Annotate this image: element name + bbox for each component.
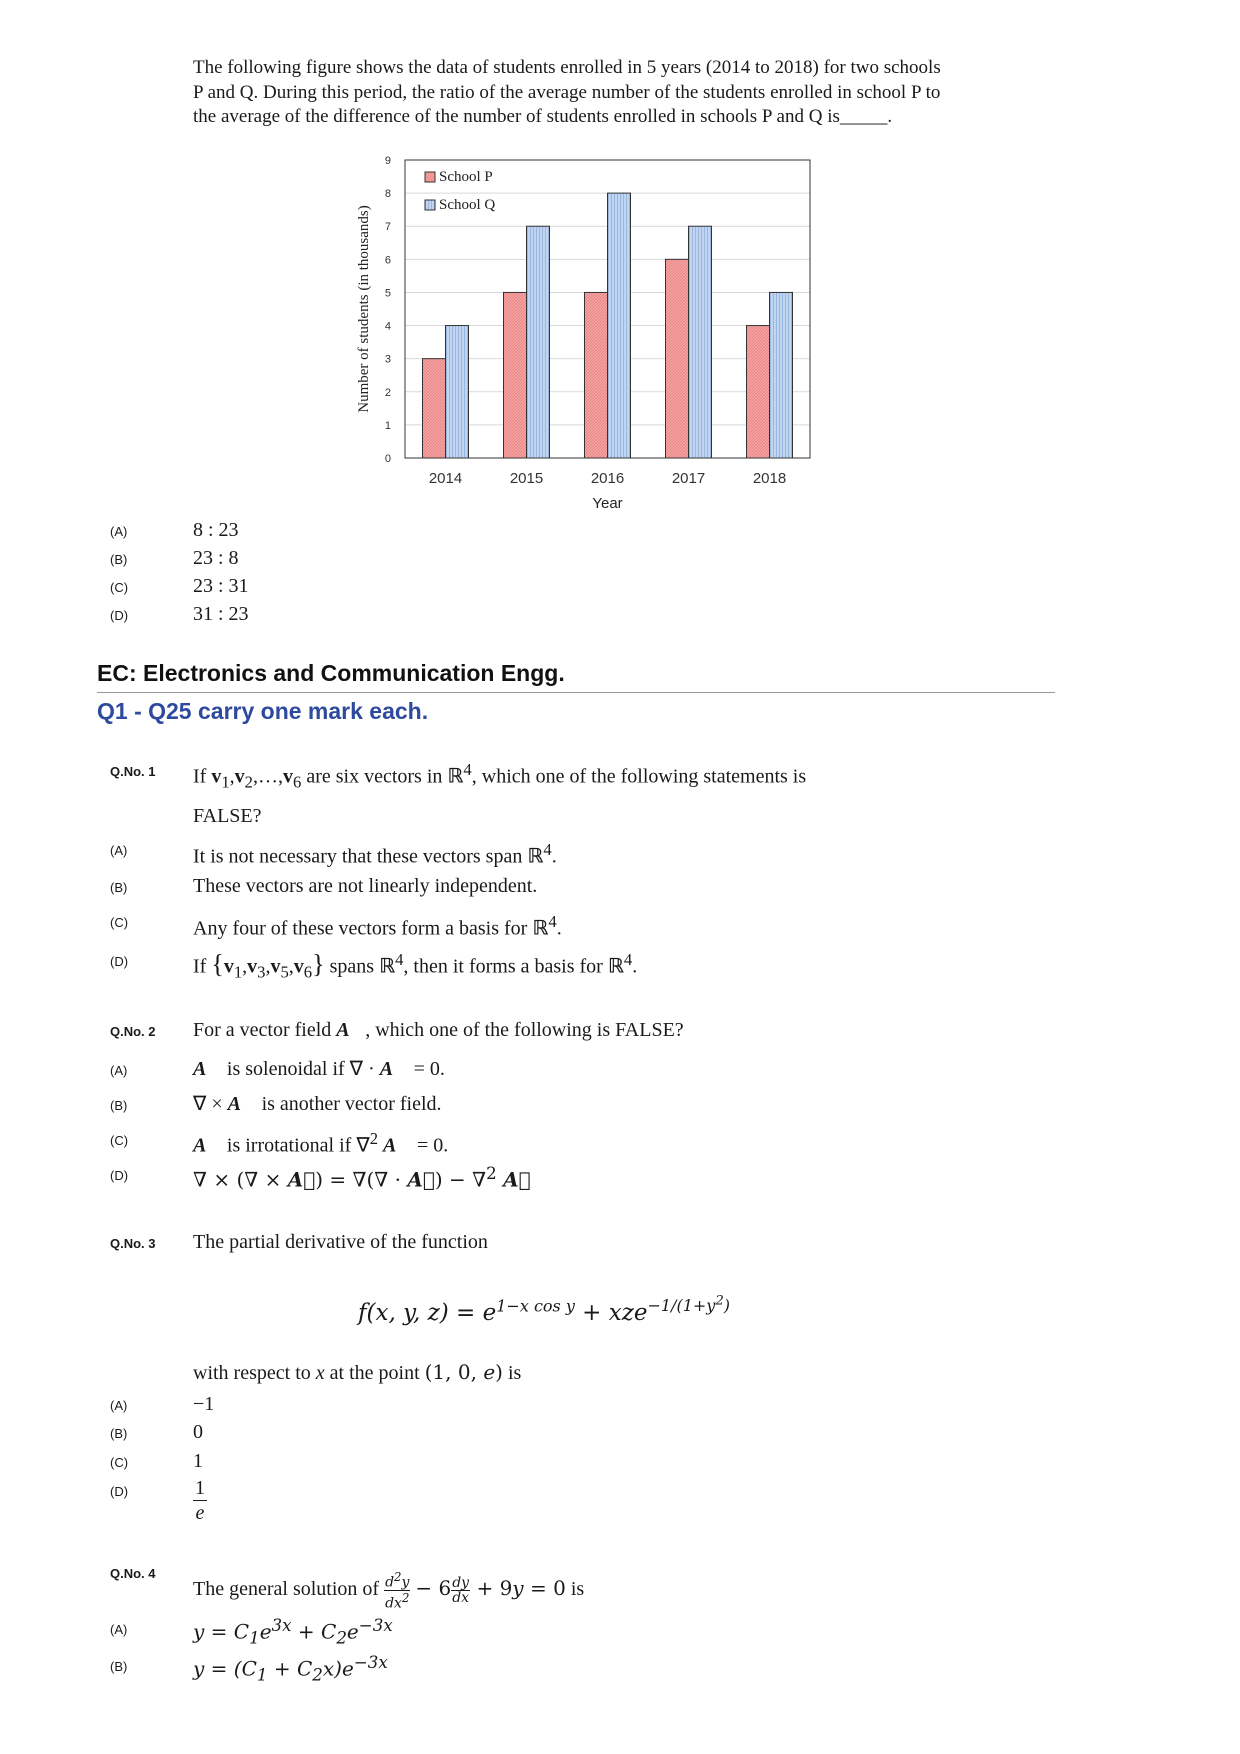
legend-label-school-q: School Q	[439, 197, 496, 213]
option-c-text: 23 : 31	[193, 575, 249, 597]
q2-option-b-text: ∇ × A⃗ is another vector field.	[193, 1093, 442, 1115]
bar-school-p-2015	[504, 292, 527, 458]
y-tick-label: 3	[384, 353, 391, 366]
y-tick-label: 7	[384, 221, 391, 234]
y-tick-label: 2	[384, 386, 391, 399]
q1-stem-line-2: FALSE?	[193, 805, 262, 827]
q3-option-b-text: 0	[193, 1421, 203, 1443]
q1-stem-line-1: If $v_1,v_2,\dots,v_6$ are six vectors in ℝ$^4$, which one of the following statements is	[193, 760, 807, 792]
section-divider	[97, 692, 1055, 693]
question-intro	[193, 56, 1013, 130]
option-a-text: 8 : 23	[193, 519, 239, 541]
q1-option-b-text: These vectors are not linearly independent.	[193, 875, 538, 897]
question-number-4: Q.No. 4	[110, 1566, 156, 1581]
y-tick-label: 5	[384, 287, 391, 300]
q3-option-c-text: 1	[193, 1450, 203, 1472]
question-number-2: Q.No. 2	[110, 1024, 156, 1039]
y-tick-label: 6	[384, 254, 391, 267]
bar-school-q-2018	[770, 292, 793, 458]
option-label-a: (A)	[110, 524, 128, 539]
y-tick-label: 9	[384, 155, 391, 167]
intro-line-1: The following figure shows the data of students enrolled in 5 years (2014 to 2018) for two schools	[193, 57, 941, 78]
q4-option-a-text: $y = C_1e^{3x} + C_2e^{-3x}$	[193, 1616, 393, 1648]
q3-option-a-text: −1	[193, 1393, 215, 1415]
option-label-c: (C)	[110, 580, 129, 595]
option-label-d: (D)	[110, 608, 129, 623]
legend-label-school-p: School P	[439, 169, 493, 185]
y-tick-label: 4	[384, 320, 391, 333]
y-tick-label: 1	[384, 419, 391, 432]
q3-function-equation: f(x, y, $z) = e^{1-x cos y} + xze^{-1/(1+y^2)}$	[358, 1294, 731, 1326]
y-axis-label: Number of students (in thousands)	[356, 205, 372, 413]
x-tick-label: 2016	[590, 470, 625, 487]
q2-option-d-text: ∇ × (∇ × A⃗) = ∇(∇ · A⃗) − ∇$^2$ A⃗	[193, 1164, 531, 1192]
q3-option-d-text: $\frac{1}{e}$	[195, 1477, 205, 1524]
q3-stem: The partial derivative of the function	[193, 1231, 488, 1253]
bar-school-q-2014	[446, 326, 469, 458]
q2-option-label-b: (B)	[110, 1098, 128, 1113]
bar-school-q-2017	[689, 226, 712, 458]
legend-swatch-school-q	[425, 200, 435, 210]
x-axis-label: Year	[592, 495, 623, 512]
q3-option-label-a: (A)	[110, 1398, 128, 1413]
q1-option-a-text: It is not necessary that these vectors span ℝ$^4$.	[193, 840, 557, 868]
q1-option-label-c: (C)	[110, 915, 129, 930]
bar-school-p-2014	[423, 359, 446, 458]
q1-option-d-text: If $\{v_1,v_3,v_5,v_6\}$ spans ℝ$^4$, then it forms a basis for ℝ$^4$.	[193, 949, 638, 982]
x-tick-labels	[429, 470, 786, 487]
q2-option-label-d: (D)	[110, 1168, 129, 1183]
x-tick-label: 2014	[428, 470, 463, 487]
x-tick-label: 2015	[509, 470, 544, 487]
q1-option-label-d: (D)	[110, 954, 129, 969]
q1-option-label-b: (B)	[110, 880, 128, 895]
option-label-b: (B)	[110, 552, 128, 567]
option-b-text: 23 : 8	[193, 547, 239, 569]
q4-option-label-b: (B)	[110, 1659, 128, 1674]
chart-legend	[425, 169, 495, 213]
bar-chart	[340, 150, 840, 530]
q1-option-c-text: Any four of these vectors form a basis for ℝ$^4$.	[193, 912, 562, 940]
legend-swatch-school-p	[425, 172, 435, 182]
q2-option-c-text: A⃗ is irrotational if ∇$^2$ A⃗ = 0.	[193, 1129, 449, 1157]
q3-option-label-d: (D)	[110, 1484, 129, 1499]
bar-school-q-2016	[608, 193, 631, 458]
q2-option-a-text: A⃗ is solenoidal if ∇ · A⃗ = 0.	[193, 1058, 445, 1080]
question-number-1: Q.No. 1	[110, 764, 156, 779]
y-tick-label: 8	[384, 188, 391, 201]
x-tick-label: 2017	[671, 470, 706, 487]
q2-stem: For a vector field A⃗, which one of the following is FALSE?	[193, 1019, 684, 1041]
bar-school-q-2015	[527, 226, 550, 458]
q3-option-label-b: (B)	[110, 1426, 128, 1441]
q1-option-label-a: (A)	[110, 843, 128, 858]
q3-stem-continuation: with respect to x at the point (1, 0, e) is	[193, 1360, 522, 1384]
q4-option-label-a: (A)	[110, 1622, 128, 1637]
intro-line-3: the average of the difference of the number of students enrolled in schools P and Q is_____.	[193, 106, 893, 127]
q2-option-label-a: (A)	[110, 1063, 128, 1078]
bar-school-p-2018	[747, 326, 770, 458]
q3-option-label-c: (C)	[110, 1455, 129, 1470]
question-number-3: Q.No. 3	[110, 1236, 156, 1251]
option-d-text: 31 : 23	[193, 603, 249, 625]
q2-option-label-c: (C)	[110, 1133, 129, 1148]
y-tick-labels	[385, 155, 391, 465]
y-tick-label: 0	[384, 453, 391, 465]
section-title: EC: Electronics and Communication Engg.	[97, 660, 565, 686]
bar-school-p-2016	[585, 292, 608, 458]
q4-option-b-text: $y = (C_1 + C_2x)e^{-3x}$	[193, 1653, 388, 1685]
x-tick-label: 2018	[752, 470, 787, 487]
q4-stem: The general solution of $\frac{d^2y}{dx^2}$ − 6 $\frac{dy}{dx}$ + 9y = 0 is	[193, 1570, 585, 1612]
intro-line-2: P and Q. During this period, the ratio of the average number of the students enrolled in school P to	[193, 81, 941, 103]
bar-school-p-2017	[666, 259, 689, 458]
section-subtitle: Q1 - Q25 carry one mark each.	[97, 698, 429, 724]
